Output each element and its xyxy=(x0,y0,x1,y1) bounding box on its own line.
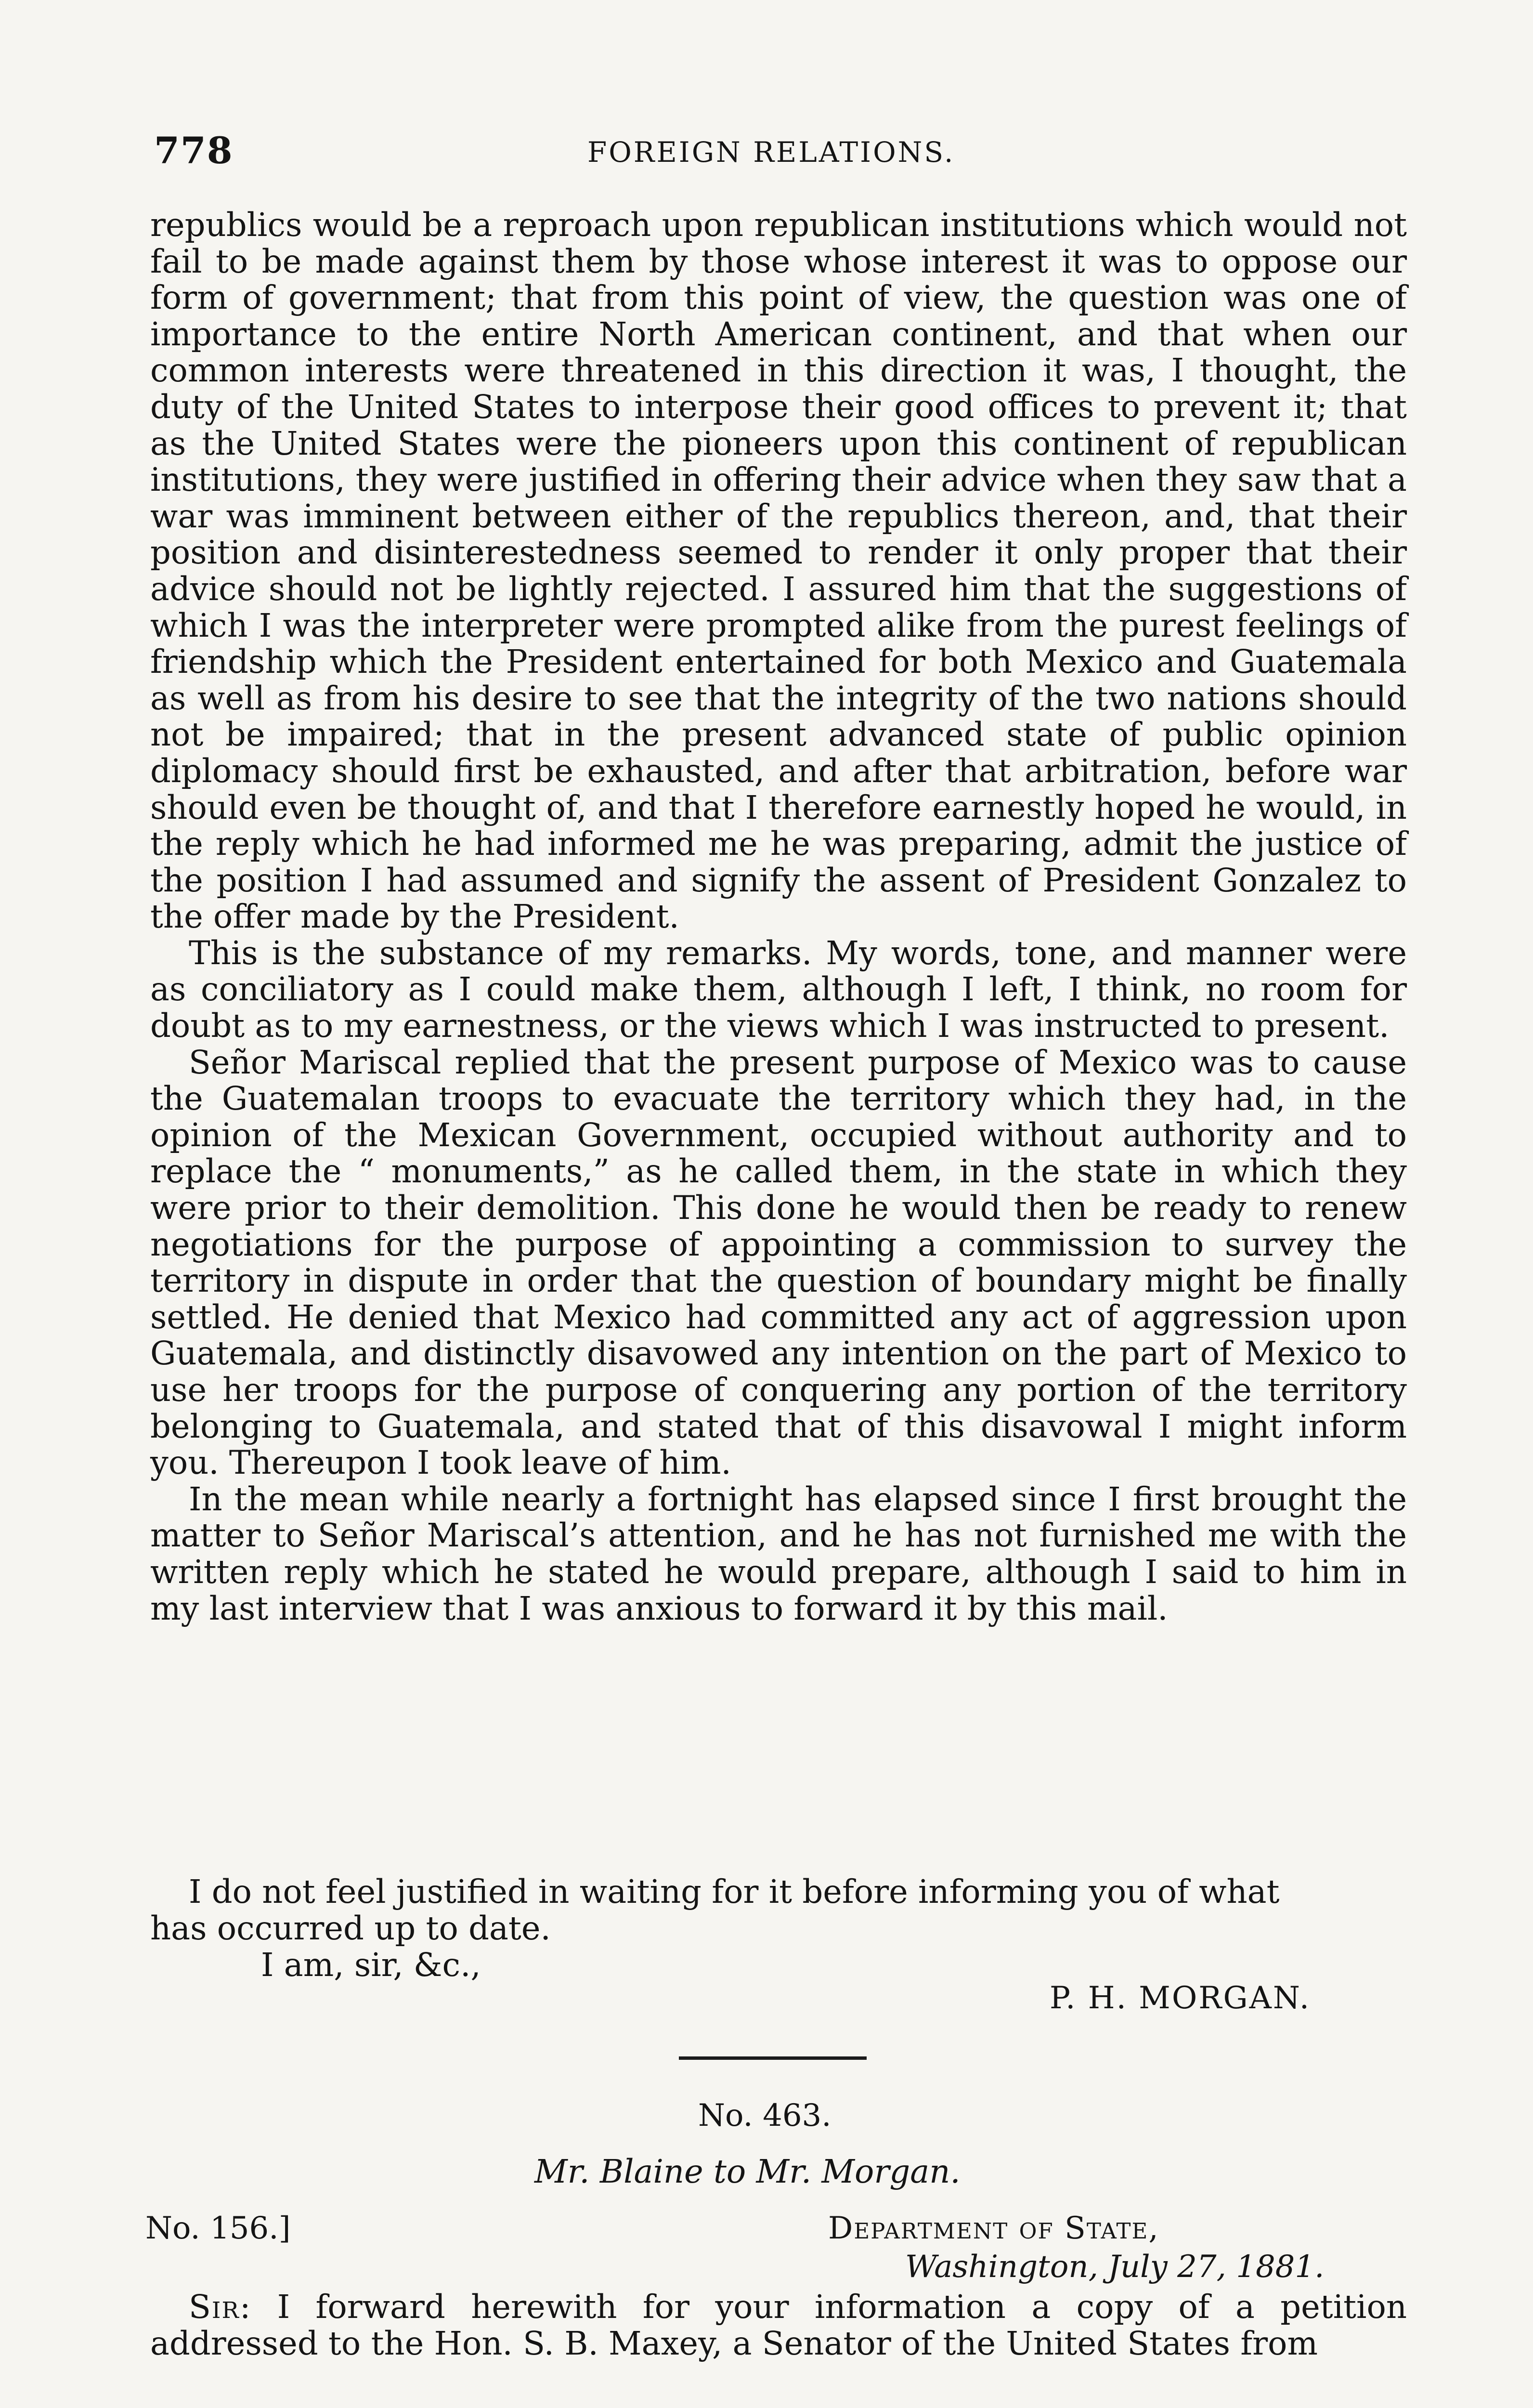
running-head: FOREIGN RELATIONS. xyxy=(587,136,955,169)
place-and-date: Washington, July 27, 1881. xyxy=(905,2249,1325,2285)
paragraph-mariscal-reply: Señor Mariscal replied that the present purpose of Mexico was to cause the Guatemalan troops to evacuate the territory which they had, in the opinion of the Mexican Government, occupied without authority and to replace the “ monuments,” as he called them, in the state in which they were prior to their demolition. This done he would then be ready to renew negotiations for the purpose of appointing a commission to survey the territory in dispute in order that the question of boundary might be finally settled. He denied that Mexico had committed any act of aggression upon Guatemala, and distinctly disavowed any intention on the part of Mexico to use her troops for the purpose of conquering any portion of the territory belonging to Guatemala, and stated that of this disavowal I might inform you. Thereupon I took leave of him. xyxy=(150,1043,1407,1482)
salutation: Sir: xyxy=(189,2288,252,2326)
section-divider xyxy=(679,2056,867,2060)
complimentary-close: I am, sir, &c., xyxy=(261,1946,481,1984)
body-text xyxy=(150,207,1407,1627)
closing-paragraph xyxy=(150,1873,1407,1983)
letter-opening-text: I forward herewith for your information a copy of a petition addressed to the Hon. S. B. Maxey, a Senator of the United States from xyxy=(150,2288,1407,2362)
letter-opening xyxy=(150,2289,1407,2362)
department-heading: Department of State, xyxy=(828,2211,1159,2246)
document-title: Mr. Blaine to Mr. Morgan. xyxy=(534,2153,961,2190)
page-number: 778 xyxy=(154,129,234,172)
reference-number: No. 156.] xyxy=(145,2211,291,2246)
paragraph-substance: This is the substance of my remarks. My words, tone, and manner were as conciliatory as I could make them, although I left, I think, no room for doubt as to my earnestness, or the views which I was instructed to present. xyxy=(150,934,1407,1045)
page-header xyxy=(154,129,1406,182)
document-number: No. 463. xyxy=(698,2098,831,2133)
signature: P. H. MORGAN. xyxy=(1050,1980,1311,2016)
closing-line-2: has occurred up to date. xyxy=(150,1910,551,1947)
closing-line-1: I do not feel justified in waiting for it before informing you of what xyxy=(189,1873,1280,1911)
paragraph-fortnight: In the mean while nearly a fortnight has elapsed since I first brought the matter to Señor Mariscal’s attention, and he has not furnished me with the written reply which he stated he would prepare, although I said to him in my last interview that I was anxious to forward it by this mail. xyxy=(150,1480,1407,1627)
paragraph-continuation: republics would be a reproach upon republican institutions which would not fail to be made against them by those whose interest it was to oppose our form of government; that from this point of view, the question was one of importance to the entire North American continent, and that when our common interests were threatened in this direction it was, I thought, the duty of the United States to interpose their good offices to prevent it; that as the United States were the pioneers upon this continent of republican institutions, they were justified in offering their advice when they saw that a war was imminent between either of the republics thereon, and, that their position and disinterestedness seemed to render it only proper that their advice should not be lightly rejected. I assured him that the suggestions of which I was the interpreter were prompted alike from the purest feelings of friendship which the President entertained for both Mexico and Guatemala as well as from his desire to see that the integrity of the two nations should not be impaired; that in the present advanced state of public opinion diplomacy should first be exhausted, and after that arbitration, before war should even be thought of, and that I therefore earnestly hoped he would, in the reply which he had informed me he was preparing, admit the justice of the position I had assumed and signify the assent of President Gonzalez to the offer made by the President. xyxy=(150,206,1407,936)
